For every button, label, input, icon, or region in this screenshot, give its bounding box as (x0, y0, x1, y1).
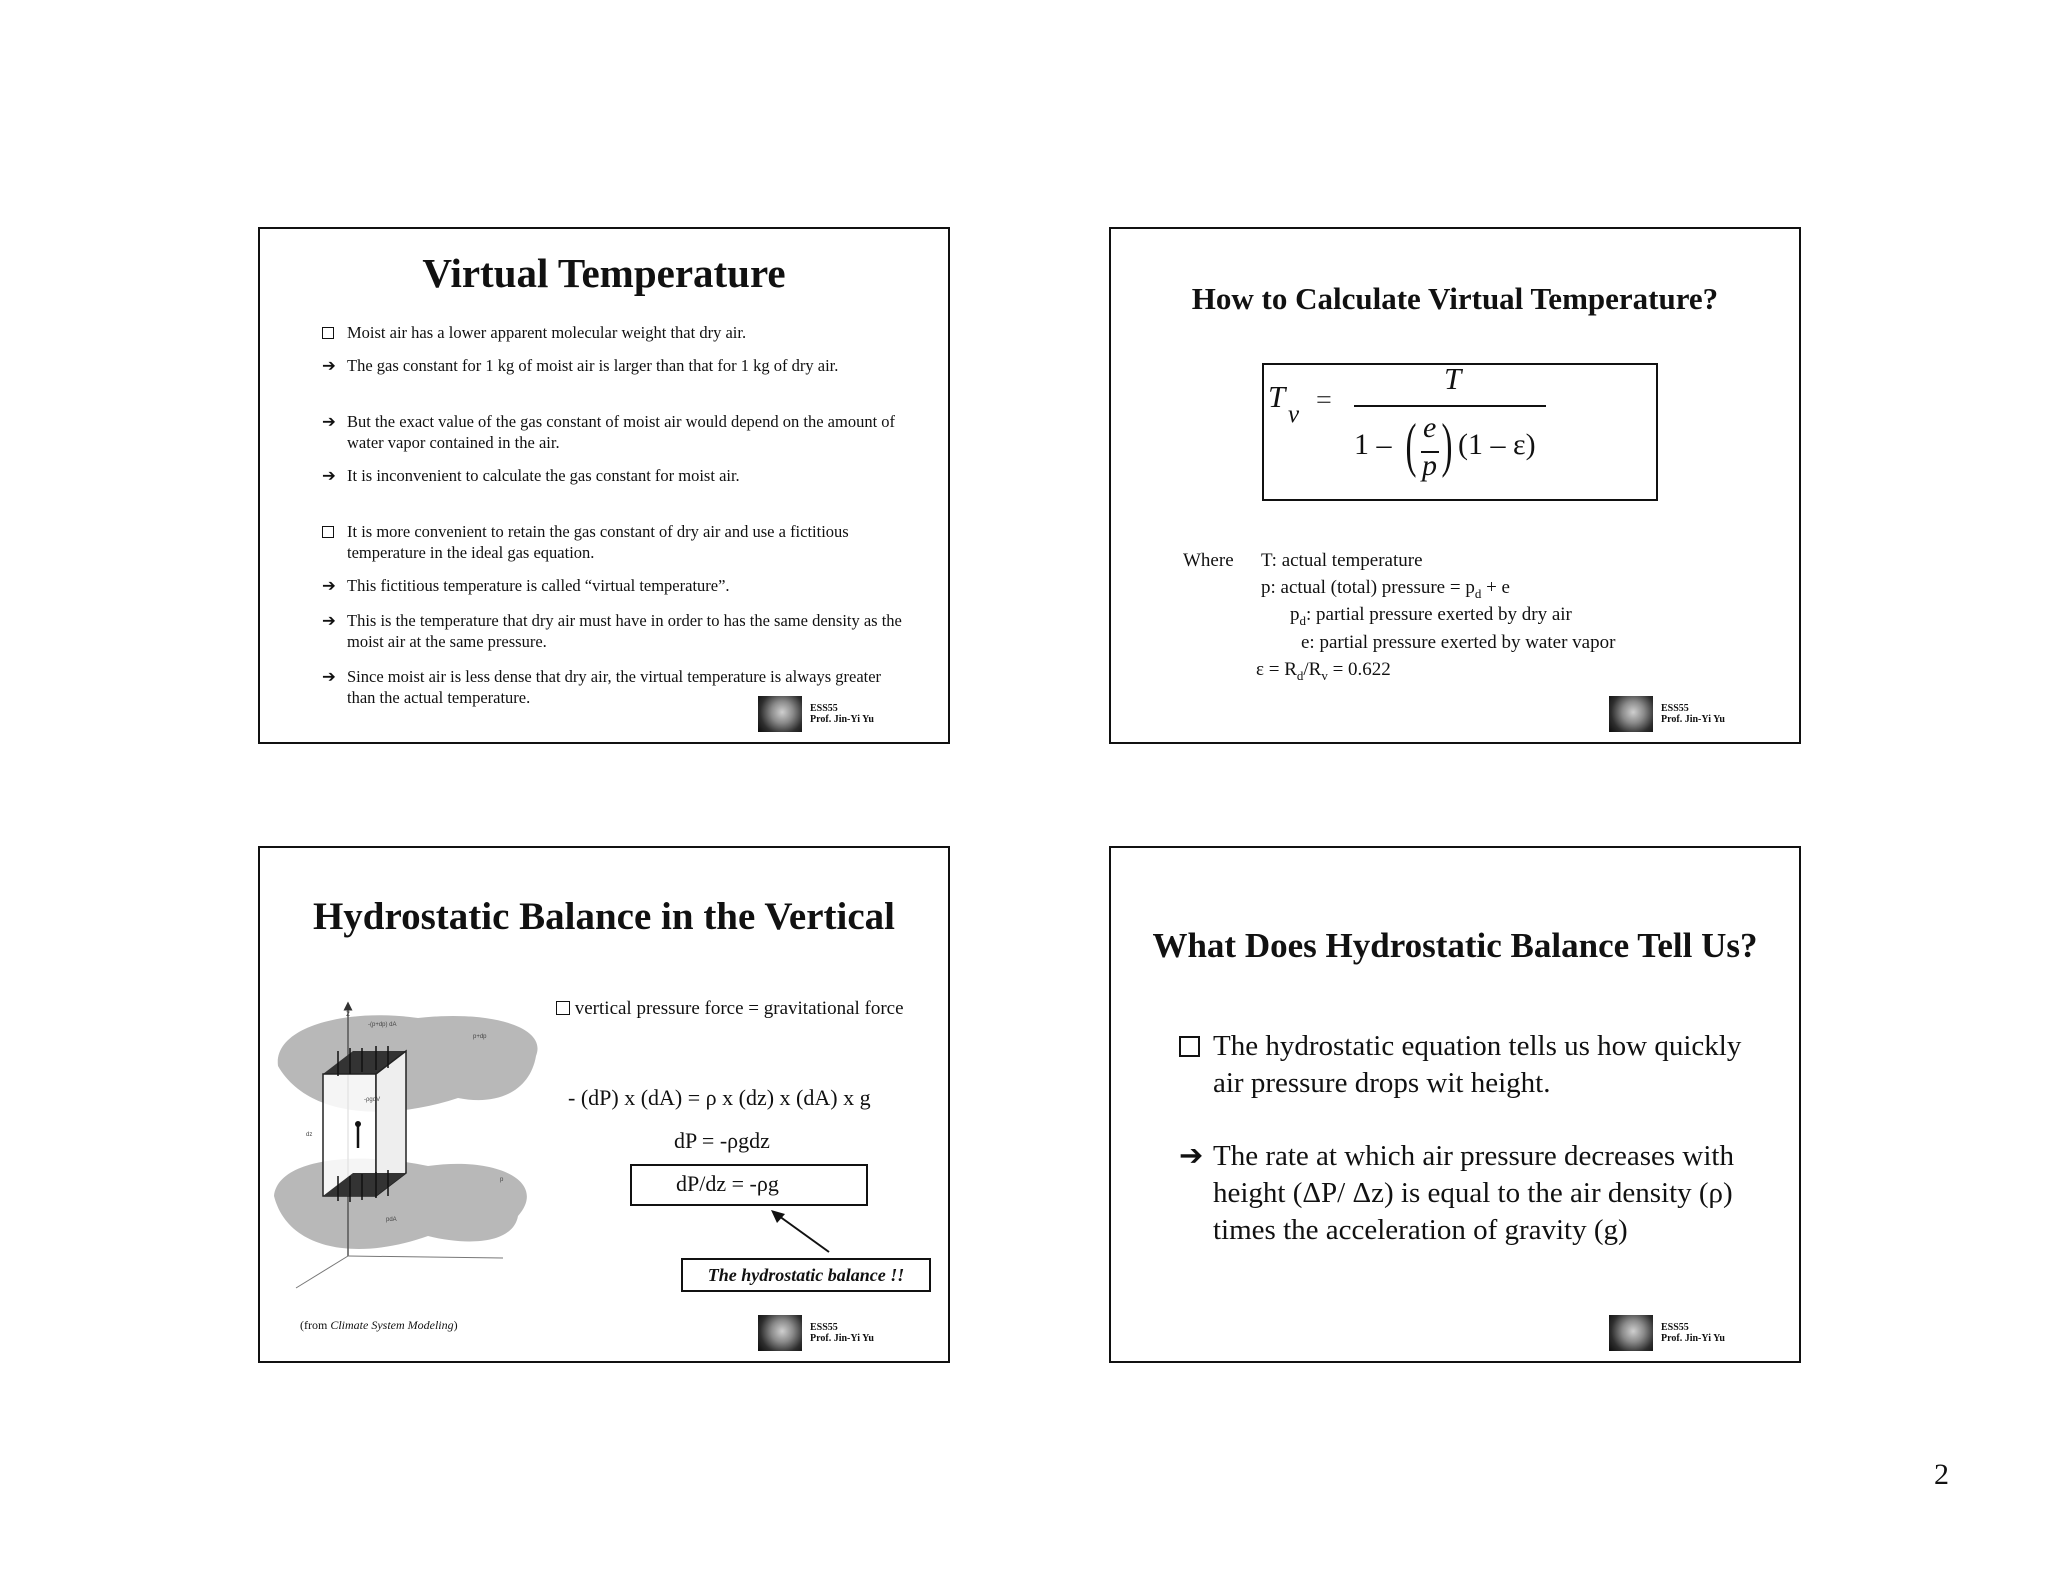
figure-label: -ρgdV (364, 1097, 381, 1103)
slide-what-hydrostatic-tells (1109, 846, 1801, 1363)
x-axis (348, 1256, 503, 1258)
checkbox-bullet-icon (1179, 1028, 1200, 1065)
virtual-temperature-formula: T v = T 1 – ( e p ) (1 – ε) (1262, 363, 1658, 501)
bullet-item: ➔ This fictitious temperature is called “virtual temperature”. (322, 576, 730, 595)
air-column-figure (268, 996, 550, 1296)
slide-calculate-virtual-temperature (1109, 227, 1801, 744)
definition-epsilon: $\varepsilon = R_d/R_v = 0.622$ (1256, 659, 1391, 683)
bullet-item: vertical pressure force = gravitational force (556, 998, 904, 1020)
professor-name: Prof. Jin-Yi Yu (810, 1333, 874, 1344)
arrow-bullet-icon: ➔ (1179, 1140, 1204, 1172)
course-code: ESS55 (1661, 703, 1689, 714)
arrow-bullet-icon: ➔ (322, 356, 336, 375)
hydrostatic-equation: dP/dz = -ρg (676, 1171, 779, 1196)
fraction-bar (1354, 405, 1546, 407)
arrow-bullet-icon: ➔ (322, 412, 336, 431)
slide-footer (758, 1315, 890, 1351)
figure-label: -(p+dp) dA (368, 1022, 397, 1028)
callout-label: The hydrostatic balance !! (681, 1258, 931, 1292)
callout-arrow (765, 1208, 835, 1258)
slide-footer (1609, 696, 1741, 732)
definition-e: e: partial pressure exerted by water vapor (1301, 632, 1616, 653)
bullet-item: It is more convenient to retain the gas constant of dry air and use a fictitious temperature in the ideal gas equation. (322, 521, 902, 563)
arrow-bullet-icon: ➔ (322, 576, 336, 595)
arrow-bullet-icon: ➔ (322, 667, 336, 686)
slide-title: What Does Hydrostatic Balance Tell Us? (1152, 926, 1758, 965)
checkbox-bullet-icon (556, 1001, 570, 1015)
globe-logo-icon (1609, 696, 1653, 732)
bullet-item: ➔ Since moist air is less dense that dry air, the virtual temperature is always greater than the actual temperature. (322, 667, 882, 707)
globe-logo-icon (1609, 1315, 1653, 1351)
bullet-item: ➔ The gas constant for 1 kg of moist air is larger than that for 1 kg of dry air. (322, 356, 839, 375)
slide-hydrostatic-balance (258, 846, 950, 1363)
equation-box (630, 1164, 868, 1206)
figure-label: p+dp (473, 1034, 487, 1040)
checkbox-bullet-icon (322, 521, 342, 542)
definition-T: T: actual temperature (1261, 550, 1423, 571)
paragraph-2: ➔ The rate at which air pressure decreases with height (ΔP/ Δz) is equal to the air density (ρ) times the acceleration of gravity (g) (1179, 1140, 1734, 1246)
course-code: ESS55 (810, 1322, 838, 1333)
slide-title: Virtual Temperature (422, 250, 786, 296)
where-label: Where (1183, 550, 1234, 571)
checkbox-bullet-icon (322, 322, 342, 343)
y-axis (296, 1256, 348, 1288)
globe-logo-icon (758, 1315, 802, 1351)
paragraph-1: The hydrostatic equation tells us how quickly air pressure drops wit height. (1179, 1028, 1779, 1102)
figure-label: pdA (386, 1217, 397, 1223)
figure-source: (from Climate System Modeling) (300, 1318, 458, 1332)
professor-name: Prof. Jin-Yi Yu (1661, 714, 1725, 725)
course-code: ESS55 (810, 703, 838, 714)
slide-title: Hydrostatic Balance in the Vertical (312, 895, 896, 938)
definition-pd: $p_d$: partial pressure exerted by dry air (1290, 604, 1572, 628)
equation-force-balance: - (dP) x (dA) = ρ x (dz) x (dA) x g (568, 1085, 871, 1110)
arrow-bullet-icon: ➔ (322, 611, 336, 630)
arrow-bullet-icon: ➔ (322, 466, 336, 485)
figure-label: z (346, 1009, 350, 1018)
slide-footer (1609, 1315, 1741, 1351)
figure-label: p (500, 1177, 504, 1183)
professor-name: Prof. Jin-Yi Yu (810, 714, 874, 725)
bullet-item: ➔ This is the temperature that dry air must have in order to has the same density as the moist air at the same pressure. (322, 611, 902, 651)
slide-footer (758, 696, 890, 732)
slide-virtual-temperature (258, 227, 950, 744)
equation-dp: dP = -ρgdz (674, 1128, 770, 1153)
figure-label: dz (306, 1132, 313, 1138)
course-code: ESS55 (1661, 1322, 1689, 1333)
bullet-item: ➔ But the exact value of the gas constant of moist air would depend on the amount of water vapor contained in the air. (322, 412, 896, 452)
page-number: 2 (1934, 1458, 1949, 1491)
bullet-item: ➔ It is inconvenient to calculate the gas constant for moist air. (322, 466, 740, 485)
definition-p: p: actual (total) pressure = $p_d + e$ (1261, 577, 1510, 601)
slide-title: How to Calculate Virtual Temperature? (1191, 281, 1719, 316)
globe-logo-icon (758, 696, 802, 732)
bullet-item: Moist air has a lower apparent molecular weight that dry air. (322, 322, 902, 343)
professor-name: Prof. Jin-Yi Yu (1661, 1333, 1725, 1344)
top-pressure-surface (278, 1015, 538, 1111)
